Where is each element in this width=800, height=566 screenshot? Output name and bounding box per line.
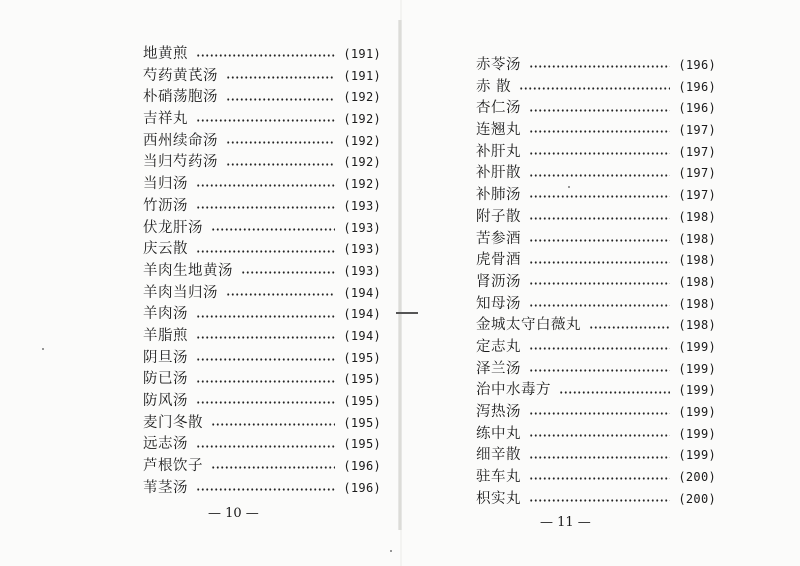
entry-page-number: (199) (678, 405, 716, 419)
toc-entry (143, 152, 381, 174)
entry-title: 杏仁汤 (476, 100, 521, 117)
entry-title: 细辛散 (476, 447, 521, 464)
entry-page-number: (191) (343, 47, 381, 61)
toc-entry (143, 369, 381, 391)
entry-title: 驻车丸 (476, 469, 521, 486)
dot-leader (559, 391, 670, 394)
entry-title: 羊肉生地黄汤 (143, 262, 233, 279)
entry-title: 当归汤 (143, 176, 188, 193)
entry-page-number: (199) (678, 383, 716, 398)
toc-entry (143, 456, 381, 478)
entry-title: 附子散 (476, 208, 521, 225)
entry-title: 定志丸 (476, 338, 521, 355)
entry-title: 远志汤 (143, 436, 188, 453)
entry-title: 肾沥汤 (476, 273, 521, 290)
toc-entry (143, 66, 381, 88)
dot-leader (589, 326, 670, 329)
dot-leader (196, 315, 335, 318)
entry-title: 连翘丸 (476, 122, 521, 139)
toc-entry (476, 250, 716, 272)
entry-page-number: (192) (343, 133, 381, 148)
toc-entry (476, 77, 716, 99)
dot-leader (196, 54, 335, 57)
print-speck (390, 550, 392, 552)
toc-entry (476, 294, 716, 316)
dot-leader (226, 98, 335, 101)
toc-entry (476, 55, 716, 77)
toc-entry (476, 185, 716, 207)
entry-page-number: (198) (678, 231, 716, 246)
entry-page-number: (192) (343, 177, 381, 192)
entry-page-number: (198) (678, 274, 716, 289)
entry-page-number: (199) (678, 339, 716, 354)
dot-leader (529, 65, 670, 68)
dot-leader (529, 499, 670, 502)
dot-leader (211, 228, 335, 231)
dot-leader (529, 174, 670, 177)
dot-leader (226, 163, 335, 166)
toc-entry (476, 315, 716, 337)
toc-entry (143, 348, 381, 370)
toc-entry (143, 174, 381, 196)
dot-leader (529, 217, 670, 220)
entry-page-number: (194) (343, 285, 381, 300)
toc-entry (476, 229, 716, 251)
dot-leader (529, 434, 670, 437)
toc-entry (143, 391, 381, 413)
toc-entry (476, 98, 716, 120)
entry-page-number: (198) (678, 296, 716, 311)
entry-title: 芦根饮子 (143, 458, 203, 475)
toc-entry (476, 337, 716, 359)
entry-title: 伏龙肝汤 (143, 219, 203, 236)
dot-leader (196, 336, 335, 339)
entry-title: 泽兰汤 (476, 360, 521, 377)
toc-entry (476, 424, 716, 446)
entry-page-number: (196) (343, 480, 381, 495)
dot-leader (196, 380, 335, 383)
print-speck (42, 348, 44, 350)
toc-entry (143, 87, 381, 109)
entry-title: 当归芍药汤 (143, 154, 218, 171)
entry-page-number: (192) (343, 155, 381, 170)
entry-page-number: (196) (678, 58, 716, 72)
dot-leader (226, 76, 335, 79)
entry-page-number: (191) (343, 68, 381, 83)
toc-list-left (143, 44, 381, 499)
dot-leader (196, 184, 335, 187)
toc-entry (143, 413, 381, 435)
toc-entry (143, 261, 381, 283)
entry-page-number: (193) (343, 242, 381, 257)
entry-title: 防风汤 (143, 393, 188, 409)
toc-entry (143, 218, 381, 240)
dot-leader (529, 261, 670, 264)
toc-entry (476, 359, 716, 381)
toc-list-right (476, 55, 716, 510)
entry-title: 枳实丸 (476, 490, 521, 507)
entry-page-number: (192) (343, 112, 381, 127)
toc-entry (143, 44, 381, 66)
toc-entry (143, 131, 381, 153)
dot-leader (529, 369, 670, 372)
entry-title: 练中丸 (476, 425, 521, 442)
entry-page-number: (197) (678, 188, 716, 203)
dot-leader (529, 282, 670, 285)
dot-leader (529, 152, 670, 155)
dot-leader (226, 141, 335, 144)
entry-page-number: (196) (678, 101, 716, 116)
entry-title: 防已汤 (143, 371, 188, 388)
entry-title: 苦参酒 (476, 230, 521, 247)
toc-entry (476, 272, 716, 294)
toc-entry (143, 304, 381, 326)
toc-entry (476, 489, 716, 511)
entry-page-number: (200) (678, 470, 716, 485)
entry-title: 阴旦汤 (143, 349, 188, 366)
entry-title: 虎骨酒 (476, 252, 521, 269)
entry-title: 竹沥汤 (143, 197, 188, 214)
entry-title: 吉祥丸 (143, 111, 188, 128)
dot-leader (196, 206, 335, 209)
toc-entry (143, 283, 381, 305)
entry-title: 羊肉当归汤 (143, 284, 218, 301)
entry-title: 补肝丸 (476, 143, 521, 160)
toc-entry (143, 239, 381, 261)
entry-page-number: (195) (343, 350, 381, 365)
toc-entry (476, 380, 716, 402)
entry-page-number: (194) (343, 328, 381, 343)
entry-title: 泻热汤 (476, 404, 521, 420)
toc-entry (476, 445, 716, 467)
book-spine (398, 20, 402, 530)
toc-entry (476, 207, 716, 229)
entry-title: 庆云散 (143, 241, 188, 258)
dot-leader (196, 488, 335, 491)
entry-title: 朴硝荡胞汤 (143, 89, 218, 106)
dot-leader (211, 466, 335, 469)
entry-page-number: (194) (343, 307, 381, 322)
entry-title: 补肺汤 (476, 187, 521, 204)
dot-leader (529, 195, 670, 198)
dot-leader (529, 304, 670, 307)
toc-entry (143, 434, 381, 456)
dot-leader (196, 250, 335, 253)
entry-page-number: (193) (343, 263, 381, 278)
entry-page-number: (193) (343, 220, 381, 235)
dot-leader (241, 271, 335, 274)
dot-leader (196, 358, 335, 361)
entry-page-number: (199) (678, 361, 716, 376)
entry-page-number: (199) (678, 426, 716, 441)
dot-leader (529, 412, 670, 415)
entry-page-number: (198) (678, 209, 716, 224)
entry-title: 补肝散 (476, 165, 521, 182)
entry-title: 赤苓汤 (476, 57, 521, 73)
toc-entry (476, 467, 716, 489)
entry-title: 苇茎汤 (143, 479, 188, 496)
page-number-right: — 11 — (540, 515, 591, 530)
entry-page-number: (195) (343, 437, 381, 452)
entry-page-number: (193) (343, 198, 381, 213)
entry-page-number: (198) (678, 253, 716, 268)
entry-title: 羊脂煎 (143, 327, 188, 344)
entry-title: 羊肉汤 (143, 306, 188, 323)
entry-title: 金城太守白薇丸 (476, 317, 581, 334)
dot-leader (529, 239, 670, 242)
dot-leader (529, 477, 670, 480)
dot-leader (529, 456, 670, 459)
entry-page-number: (197) (678, 144, 716, 159)
entry-page-number: (195) (343, 394, 381, 408)
entry-title: 治中水毒方 (476, 382, 551, 399)
spine-mark (396, 312, 418, 314)
toc-entry (476, 120, 716, 142)
toc-entry (143, 109, 381, 131)
dot-leader (529, 109, 670, 112)
dot-leader (519, 87, 670, 90)
dot-leader (196, 119, 335, 122)
entry-title: 地黄煎 (143, 46, 188, 62)
entry-title: 知母汤 (476, 295, 521, 312)
entry-page-number: (196) (343, 459, 381, 474)
entry-page-number: (195) (343, 415, 381, 430)
entry-page-number: (197) (678, 166, 716, 181)
entry-page-number: (199) (678, 448, 716, 463)
toc-entry (476, 163, 716, 185)
dot-leader (196, 401, 335, 404)
dot-leader (211, 423, 335, 426)
entry-page-number: (198) (678, 318, 716, 333)
entry-page-number: (195) (343, 372, 381, 387)
dot-leader (196, 445, 335, 448)
toc-entry (143, 478, 381, 500)
toc-entry (476, 142, 716, 164)
entry-page-number: (197) (678, 123, 716, 138)
entry-title: 麦门冬散 (143, 414, 203, 431)
toc-entry (476, 402, 716, 424)
dot-leader (529, 347, 670, 350)
page-number-left: — 10 — (208, 506, 259, 521)
entry-page-number: (196) (678, 79, 716, 94)
toc-entry (143, 326, 381, 348)
entry-title: 赤 散 (476, 78, 512, 95)
dot-leader (226, 293, 335, 296)
entry-title: 芍药黄芪汤 (143, 67, 218, 84)
toc-entry (143, 196, 381, 218)
entry-page-number: (192) (343, 90, 381, 105)
entry-page-number: (200) (678, 491, 716, 506)
dot-leader (529, 130, 670, 133)
entry-title: 西州续命汤 (143, 132, 218, 149)
